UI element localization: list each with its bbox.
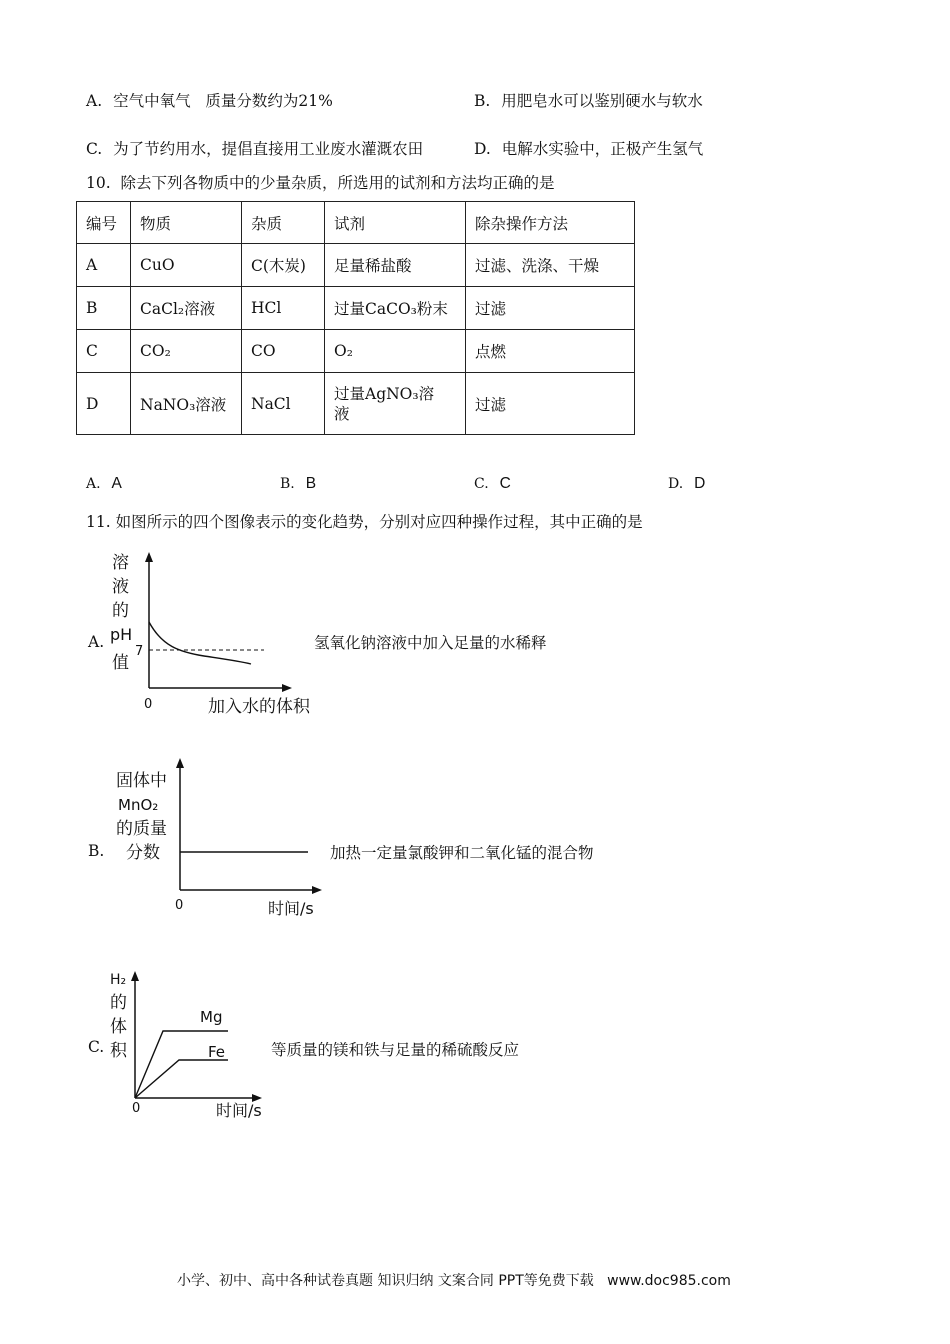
header-substance: 物质 bbox=[131, 202, 242, 244]
q9-option-a-letter: A. bbox=[86, 92, 103, 110]
table-row bbox=[77, 244, 635, 287]
q10-option-c bbox=[474, 474, 511, 493]
graph-c-line-mg bbox=[135, 1031, 228, 1098]
graph-a-x-arrow bbox=[282, 684, 292, 692]
q10-option-d bbox=[668, 474, 705, 493]
q10-option-a-answer: A bbox=[111, 475, 122, 492]
graph-b bbox=[110, 752, 330, 922]
row-c-impurity: CO bbox=[242, 330, 325, 373]
row-d-substance: NaNO₃溶液 bbox=[131, 373, 242, 435]
graph-a-description: 氢氧化钠溶液中加入足量的水稀释 bbox=[314, 634, 547, 652]
graph-a-xlabel: 加入水的体积 bbox=[208, 697, 310, 717]
graph-c-ylabel-1: H₂ bbox=[110, 972, 127, 988]
q9-option-d-letter: D. bbox=[474, 140, 491, 158]
graph-c-label-fe: Fe bbox=[208, 1043, 226, 1061]
row-a-substance: CuO bbox=[131, 244, 242, 287]
q9-option-a bbox=[86, 89, 333, 111]
row-c-substance: CO₂ bbox=[131, 330, 242, 373]
q10-option-b-answer: B bbox=[305, 475, 317, 492]
row-d-id: D bbox=[77, 373, 131, 435]
graph-b-ylabel-3: 的质量 bbox=[116, 819, 167, 839]
q10-option-c-letter: C. bbox=[474, 476, 489, 492]
row-d-reagent-line1: 过量AgNO₃溶 bbox=[334, 384, 435, 403]
q10-option-a bbox=[86, 474, 122, 493]
graph-c-description: 等质量的镁和铁与足量的稀硫酸反应 bbox=[271, 1041, 520, 1059]
graph-c-ylabel-3: 体 bbox=[110, 1017, 127, 1037]
graph-a-ylabel-5: 值 bbox=[112, 653, 129, 673]
graph-b-x-arrow bbox=[312, 886, 322, 894]
graph-a bbox=[104, 548, 314, 720]
row-d-reagent bbox=[325, 373, 466, 435]
row-d-impurity: NaCl bbox=[242, 373, 325, 435]
row-d-reagent-line2: 液 bbox=[334, 404, 350, 423]
q11-option-c-letter: C. bbox=[88, 1038, 105, 1056]
graph-a-ylabel-2: 液 bbox=[112, 577, 129, 597]
row-b-id: B bbox=[77, 287, 131, 330]
graph-a-tick-7: 7 bbox=[135, 644, 144, 659]
q11-option-a-letter: A. bbox=[88, 633, 105, 651]
q9-option-c-text: 为了节约用水，提倡直接用工业废水灌溉农田 bbox=[113, 140, 424, 158]
graph-c-origin: 0 bbox=[132, 1101, 141, 1116]
graph-a-curve bbox=[149, 622, 251, 664]
row-a-reagent: 足量稀盐酸 bbox=[325, 244, 466, 287]
table-header-row bbox=[77, 202, 635, 244]
graph-a-ylabel-1: 溶 bbox=[112, 553, 129, 573]
graph-b-ylabel-1: 固体中 bbox=[116, 771, 167, 791]
q9-option-d-text: 电解水实验中，正极产生氢气 bbox=[501, 140, 704, 158]
header-impurity: 杂质 bbox=[242, 202, 325, 244]
q10-option-b bbox=[280, 474, 316, 493]
q9-option-d bbox=[474, 137, 703, 159]
page-footer: 小学、初中、高中各种试卷真题 知识归纳 文案合同 PPT等免费下载 www.doc985.com bbox=[177, 1273, 731, 1289]
graph-c bbox=[104, 964, 272, 1124]
header-id: 编号 bbox=[77, 202, 131, 244]
q11-stem: 11. 如图所示的四个图像表示的变化趋势，分别对应四种操作过程，其中正确的是 bbox=[86, 513, 643, 531]
table-row bbox=[77, 287, 635, 330]
q10-option-d-answer: D bbox=[694, 475, 706, 492]
header-reagent: 试剂 bbox=[325, 202, 466, 244]
graph-a-ylabel-3: 的 bbox=[112, 601, 129, 621]
q9-option-b bbox=[474, 89, 703, 111]
graph-c-ylabel-4: 积 bbox=[110, 1041, 127, 1061]
row-b-substance: CaCl₂溶液 bbox=[131, 287, 242, 330]
table-row bbox=[77, 330, 635, 373]
row-a-id: A bbox=[77, 244, 131, 287]
row-b-method: 过滤 bbox=[466, 287, 635, 330]
graph-b-xlabel: 时间/s bbox=[268, 899, 314, 918]
graph-c-ylabel-2: 的 bbox=[110, 993, 127, 1013]
q10-stem: 10. 除去下列各物质中的少量杂质，所选用的试剂和方法均正确的是 bbox=[86, 174, 555, 192]
row-c-id: C bbox=[77, 330, 131, 373]
q9-option-b-text: 用肥皂水可以鉴别硬水与软水 bbox=[501, 92, 703, 110]
graph-a-y-arrow bbox=[145, 552, 153, 562]
q9-option-b-letter: B. bbox=[474, 92, 491, 110]
row-c-method: 点燃 bbox=[466, 330, 635, 373]
graph-a-ylabel-4: pH bbox=[110, 625, 133, 644]
q10-option-d-letter: D. bbox=[668, 476, 684, 492]
q10-table bbox=[76, 201, 635, 435]
row-a-method: 过滤、洗涤、干燥 bbox=[466, 244, 635, 287]
row-a-impurity: C(木炭) bbox=[242, 244, 325, 287]
q9-option-c bbox=[86, 137, 423, 159]
table-row bbox=[77, 373, 635, 435]
q10-option-b-letter: B. bbox=[280, 476, 295, 492]
header-method: 除杂操作方法 bbox=[466, 202, 635, 244]
graph-c-xlabel: 时间/s bbox=[216, 1101, 262, 1120]
graph-a-origin: 0 bbox=[144, 697, 153, 712]
row-c-reagent: O₂ bbox=[325, 330, 466, 373]
q11-option-b-letter: B. bbox=[88, 842, 105, 860]
row-d-method: 过滤 bbox=[466, 373, 635, 435]
q9-option-a-text: 空气中氧气 质量分数约为21% bbox=[113, 92, 333, 110]
graph-b-ylabel-4: 分数 bbox=[126, 843, 160, 863]
row-b-impurity: HCl bbox=[242, 287, 325, 330]
graph-b-ylabel-2: MnO₂ bbox=[118, 796, 159, 814]
q10-option-c-answer: C bbox=[499, 475, 511, 492]
graph-b-origin: 0 bbox=[175, 898, 184, 913]
q10-option-a-letter: A. bbox=[86, 476, 101, 492]
graph-c-y-arrow bbox=[131, 971, 139, 981]
graph-c-label-mg: Mg bbox=[200, 1008, 223, 1026]
row-b-reagent: 过量CaCO₃粉末 bbox=[325, 287, 466, 330]
graph-b-y-arrow bbox=[176, 758, 184, 768]
q9-option-c-letter: C. bbox=[86, 140, 103, 158]
graph-b-description: 加热一定量氯酸钾和二氧化锰的混合物 bbox=[330, 844, 594, 862]
